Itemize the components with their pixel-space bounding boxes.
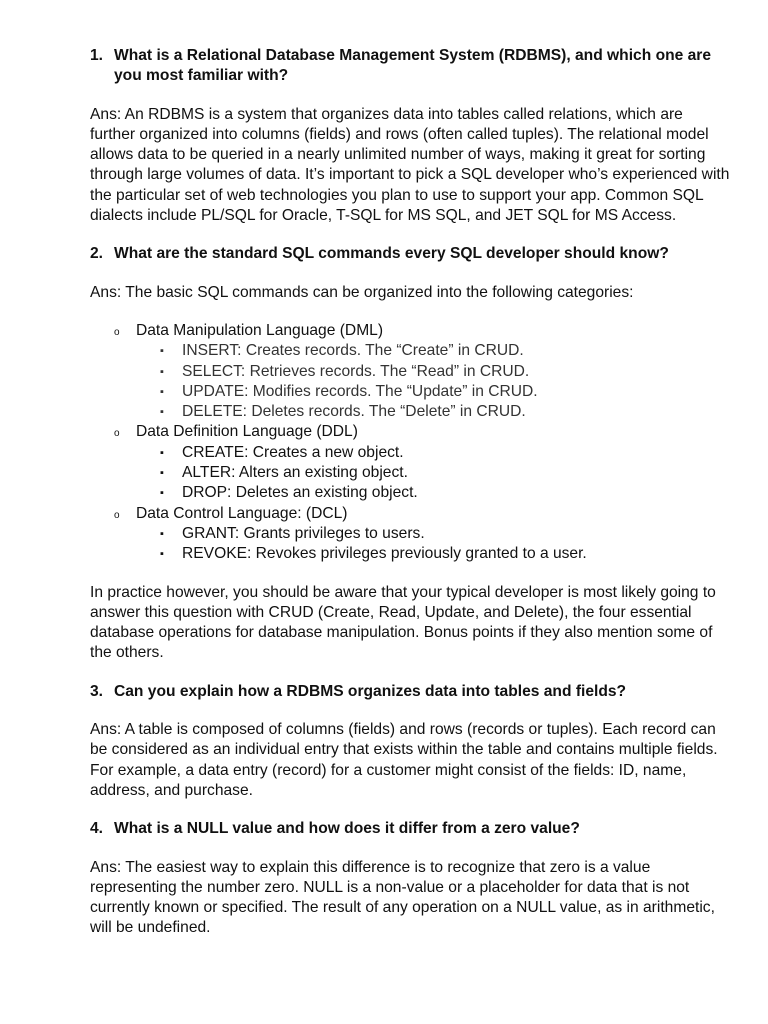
- command-item: ▪ DELETE: Deletes records. The “Delete” in CRUD.: [160, 402, 730, 422]
- question-heading: [90, 244, 730, 264]
- category-label: Data Definition Language (DDL): [136, 423, 358, 441]
- answer-paragraph: Ans: A table is composed of columns (fields) and rows (records or tuples). Each record can be considered as an individual entry that exists within the table and contains multiple fields. For example, a data entry (record) for a customer might consist of the fields: ID, name, address, and purchase.: [90, 721, 718, 799]
- square-bullet-icon: ▪: [160, 467, 164, 480]
- command-item: ▪ REVOKE: Revokes privileges previously granted to a user.: [160, 544, 730, 564]
- document-page: [90, 46, 730, 939]
- question-text: Can you explain how a RDBMS organizes data into tables and fields?: [114, 682, 627, 700]
- question-text: What are the standard SQL commands every SQL developer should know?: [114, 245, 669, 263]
- square-bullet-icon: ▪: [160, 365, 164, 378]
- square-bullet-icon: ▪: [160, 385, 164, 398]
- command-item: ▪ CREATE: Creates a new object.: [160, 443, 730, 463]
- circle-bullet-icon: o: [114, 428, 120, 440]
- square-bullet-icon: ▪: [160, 487, 164, 500]
- answer-paragraph: Ans: The easiest way to explain this difference is to recognize that zero is a value representing the number zero. NULL is a non-value or a placeholder for data that is not currently known or specified. The result of any operation on a NULL value, as in arithmetic, will be undefined.: [90, 858, 715, 937]
- command-item: ▪ ALTER: Alters an existing object.: [160, 463, 730, 483]
- command-item: ▪ GRANT: Grants privileges to users.: [160, 524, 730, 544]
- followup-paragraph: In practice however, you should be aware that your typical developer is most likely going to answer this question with CRUD (Create, Read, Update, and Delete), the four essential database operations for database manipulation. Bonus points if they also mention some of the others.: [90, 583, 716, 662]
- command-list: [136, 341, 730, 422]
- command-list: [136, 524, 730, 565]
- question-text: What is a NULL value and how does it differ from a zero value?: [114, 820, 580, 838]
- sql-category-list: [90, 321, 730, 565]
- square-bullet-icon: ▪: [160, 548, 164, 561]
- question-number: 3.: [90, 682, 104, 700]
- answer-paragraph: Ans: An RDBMS is a system that organizes data into tables called relations, which are further organized into columns (fields) and rows (often called tuples). The relational model allows data to be queried in a nearly unlimited number of ways, making it great for sorting through large volumes of data. It’s important to pick a SQL developer who’s experienced with the particular set of web technologies you plan to use to support your app. Common SQL dialects include PL/SQL for Oracle, T-SQL for MS SQL, and JET SQL for MS Access.: [90, 105, 730, 225]
- category-item: [114, 321, 730, 422]
- circle-bullet-icon: o: [114, 326, 120, 338]
- command-item: ▪ INSERT: Creates records. The “Create” in CRUD.: [160, 341, 730, 361]
- circle-bullet-icon: o: [114, 509, 120, 521]
- command-list: [136, 443, 730, 504]
- question-heading: [90, 46, 730, 87]
- question-heading: [90, 682, 730, 702]
- answer-paragraph: Ans: The basic SQL commands can be organized into the following categories:: [90, 283, 634, 301]
- question-number: 1.: [90, 47, 104, 64]
- command-item: ▪ SELECT: Retrieves records. The “Read” in CRUD.: [160, 362, 730, 382]
- command-item: ▪ UPDATE: Modifies records. The “Update” in CRUD.: [160, 382, 730, 402]
- category-label: Data Manipulation Language (DML): [136, 321, 384, 339]
- question-heading: [90, 819, 730, 839]
- square-bullet-icon: ▪: [160, 345, 164, 358]
- square-bullet-icon: ▪: [160, 406, 164, 419]
- category-item: [114, 504, 730, 565]
- question-text: What is a Relational Database Management System (RDBMS), and which one are you most familiar with?: [114, 47, 712, 85]
- square-bullet-icon: ▪: [160, 446, 164, 459]
- category-item: [114, 422, 730, 503]
- square-bullet-icon: ▪: [160, 527, 164, 540]
- question-number: 2.: [90, 245, 104, 263]
- question-number: 4.: [90, 820, 104, 838]
- category-label: Data Control Language: (DCL): [136, 504, 348, 522]
- command-item: ▪ DROP: Deletes an existing object.: [160, 483, 730, 503]
